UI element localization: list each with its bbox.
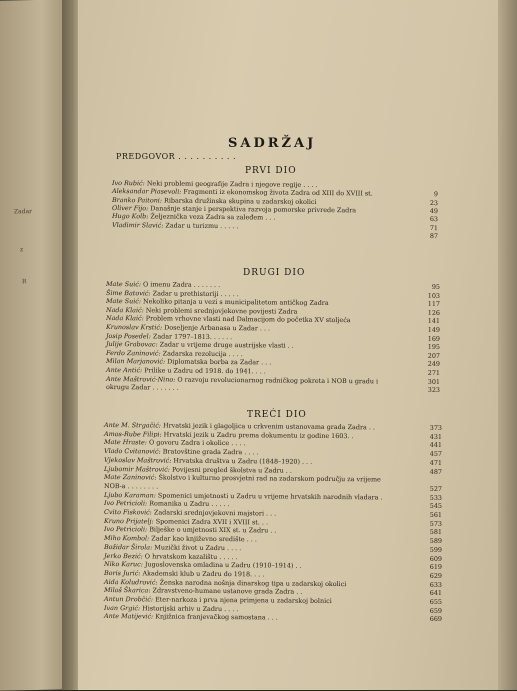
- entry-page-number: 641: [430, 589, 442, 598]
- entry-page-number: 431: [430, 433, 442, 442]
- entry-title: Školstvo i kulturno prosvjetni rad na zadarskom području za vrijeme: [156, 474, 380, 484]
- entry-author: Krunoslav Krstić:: [106, 323, 162, 331]
- entry-author: Ivo Rubić:: [112, 179, 145, 187]
- entry-author: Niko Karuc:: [104, 560, 143, 568]
- entry-page-number: 581: [430, 528, 442, 537]
- entry-title: Spomenici Zadra XVII i XVIII st. . .: [154, 517, 268, 526]
- entry-author: Šime Batović:: [106, 289, 151, 297]
- entry-page-number: 619: [430, 563, 442, 572]
- entry-author: Amos-Rube Filipi:: [104, 430, 162, 439]
- entry-title: Akademski klub u Zadru do 1918. . . .: [140, 569, 264, 578]
- entry-page-number: 441: [430, 441, 442, 450]
- entry-page-number: 629: [430, 572, 442, 581]
- entry-author: Miloš Škarica:: [104, 586, 151, 594]
- entry-author: Mate Suić:: [106, 297, 141, 305]
- entry-page-number: 117: [428, 300, 440, 309]
- entry-page-number: 95: [432, 283, 440, 292]
- entry-author: Ivo Petricioli:: [104, 525, 147, 533]
- entry-title: Zadar 1797–1813. . . . . .: [151, 332, 232, 341]
- entry-author: Mate Hraste:: [104, 438, 147, 446]
- entry-page-number: 103: [428, 291, 440, 300]
- entry-page-number: 373: [430, 424, 442, 433]
- entry-author: Ante Matijević:: [104, 612, 153, 620]
- left-page-text: Zadar: [14, 208, 32, 216]
- entry-page-number: 87: [430, 232, 438, 241]
- entry-title: Nekoliko pitanja u vezi s municipalitetom antičkog Zadra: [141, 297, 329, 307]
- entry-author: Aida Koludrović:: [104, 578, 158, 586]
- entry-author: Oliver Fijo:: [112, 204, 148, 212]
- entry-page-number: 271: [428, 369, 440, 378]
- entry-author: Boris Jurić:: [104, 569, 141, 577]
- entry-author: Jerko Bezić:: [104, 552, 143, 560]
- entry-title: Zadar u turizmu . . . . .: [163, 221, 238, 230]
- entry-title: Knjižnica franjevačkog samostana . . .: [153, 613, 278, 622]
- page-edge: [498, 0, 517, 690]
- entry-author: Ivo Petricioli:: [104, 499, 147, 507]
- entry-page-number: 609: [430, 554, 442, 563]
- entry-page-number: 487: [430, 467, 442, 476]
- entry-title: Prilike u Zadru od 1918. do 1941. . . .: [142, 366, 266, 375]
- entry-page-number: 533: [430, 493, 442, 502]
- entry-page-number: 23: [430, 199, 438, 208]
- entry-title: Bratovštine grada Zadra . . . .: [161, 448, 259, 457]
- entry-title: Zadarski srednjovjekovni majstori . . .: [152, 508, 276, 517]
- entry-page-number: 589: [430, 537, 442, 546]
- entry-author: Vlado Cvitanović:: [104, 447, 161, 455]
- entry-title: Jugoslovenska omladina u Zadru (1910–1914) . .: [143, 561, 302, 570]
- entry-page-number: 141: [428, 317, 440, 326]
- entry-author: Mate Zaninović:: [104, 473, 157, 481]
- entry-page-number: 9: [434, 190, 438, 199]
- entry-page-number: 195: [428, 343, 440, 352]
- entry-page-number: 149: [428, 326, 440, 335]
- entry-title: Ženska narodna nošnja dinarskog tipa u zadarskoj okolici: [158, 578, 347, 588]
- entry-author: Mate Suić:: [106, 280, 141, 288]
- entry-page-number: 471: [430, 459, 442, 468]
- page-title: SADRŽAJ: [228, 136, 316, 151]
- entry-title: Hrvatska društva u Zadru (1848–1920) . . .: [171, 456, 312, 465]
- entry-text: [106, 383, 179, 393]
- entry-title: Zadar kao književno središte . . .: [149, 534, 257, 543]
- entry-title: Bilješke o umjetnosti XIX st. u Zadru . .: [147, 526, 276, 535]
- entry-author: Vjekoslav Maštrović:: [104, 456, 171, 465]
- entry-title: Zadarska rezolucija . . . .: [161, 349, 243, 358]
- entry-author: Julije Grabovac:: [106, 340, 158, 348]
- entry-page-number: 169: [428, 334, 440, 343]
- entry-author: Antun Drobčić:: [104, 595, 153, 603]
- entry-author: Cvito Fisković:: [104, 508, 152, 516]
- entry-title: O govoru Zadra i okolice . . . .: [147, 439, 246, 448]
- entry-title: Historijski arhiv u Zadru . . . .: [140, 604, 238, 613]
- entry-text: [104, 482, 158, 491]
- entry-page-number: 659: [430, 607, 442, 616]
- entry-title: Hrvatski jezik i glagoljica u crkvenim ustanovama grada Zadra . .: [161, 421, 375, 431]
- entry-page-number: 249: [428, 360, 440, 369]
- entry-author: Ante Antić:: [106, 366, 142, 374]
- entry-author: Hugo Kolb:: [112, 212, 148, 220]
- entry-author: Miho Kombol:: [104, 534, 149, 542]
- entry-title: O imenu Zadra . . . . . . .: [141, 280, 220, 289]
- entry-author: Ferdo Zaninović:: [106, 349, 161, 357]
- entry-title: Današnje stanje i perspektiva razvoja pomorske privrede Zadra: [148, 204, 356, 214]
- entry-page-number: 545: [430, 502, 442, 511]
- entry-author: Ante Maštrović-Nino:: [106, 375, 175, 384]
- entry-title: Muzički život u Zadru . . . .: [152, 543, 241, 552]
- entry-title: Spomenici umjetnosti u Zadru u vrijeme hrvatskih narodnih vladara .: [156, 491, 383, 501]
- entry-title: Neki problemi srednjovjekovne povijesti Zadra: [144, 306, 298, 315]
- entry-page-number: 655: [430, 598, 442, 607]
- entry-author: Ante M. Strgačić:: [104, 421, 161, 429]
- left-page-text: z: [20, 246, 23, 254]
- entry-page-number: 457: [430, 450, 442, 459]
- left-page-text: R: [22, 278, 27, 286]
- entry-title: Problem vrhovne vlasti nad Dalmacijom do početka XV stoljeća: [144, 315, 351, 325]
- entry-title: Eter-narkoza i prva njena primjena u zadarskoj bolnici: [153, 595, 332, 605]
- entry-page-number: 63: [430, 215, 438, 224]
- entry-title: Željeznička veza Zadra sa zaleđem . . .: [148, 213, 275, 222]
- entry-page-number: 49: [430, 207, 438, 216]
- entry-author: Aleksandar Piasevoli:: [112, 187, 181, 196]
- entry-title: O hrvatskom kazalištu . . . . .: [143, 552, 238, 561]
- entry-page-number: 573: [430, 520, 442, 529]
- entry-title: Zadar u vrijeme druge austrijske vlasti . .: [158, 341, 294, 350]
- preface-entry: PREDGOVOR . . . . . . . . . .: [116, 152, 236, 161]
- entry-title: Neki problemi geografije Zadra i njegove regije . . . .: [145, 179, 318, 189]
- entry-author: Kruno Prijatelj:: [104, 517, 154, 525]
- entry-title: O razvoju revolucionarnog radničkog pokreta i NOB u gradu i: [175, 375, 378, 385]
- entry-title: Zdravstveno-humane ustanove grada Zadra . .: [150, 587, 302, 596]
- left-page: [0, 0, 70, 691]
- entry-author: Ljubomir Maštrović:: [104, 465, 170, 474]
- entry-title: NOB-a . . . . . . . .: [104, 482, 158, 490]
- part-heading: TREĆI DIO: [247, 410, 307, 420]
- entry-page-number: 301: [428, 377, 440, 386]
- entry-page-number: 599: [430, 546, 442, 555]
- entry-page-number: 207: [428, 352, 440, 361]
- part-heading: DRUGI DIO: [243, 268, 305, 278]
- entry-page-number: 561: [430, 511, 442, 520]
- entry-author: Branko Paitoni:: [112, 196, 162, 204]
- entry-page-number: 527: [430, 485, 442, 494]
- entry-author: Ljubo Karaman:: [104, 491, 156, 499]
- entry-author: Vladimir Slavić:: [112, 221, 163, 229]
- entry-title: Fragmenti iz ekonomskog života Zadra od XIII do XVIII st.: [181, 188, 372, 198]
- entry-title: Povijesni pregled školstva u Zadru . .: [170, 465, 292, 474]
- entry-title: okrugu Zadar . . . . . . .: [106, 383, 179, 392]
- entry-author: Nada Klaić:: [106, 306, 144, 314]
- part-heading: PRVI DIO: [245, 166, 297, 176]
- entry-author: Nada Klaić:: [106, 314, 144, 322]
- entry-title: Doseljenje Arbanasa u Zadar . . .: [162, 323, 270, 332]
- entry-title: Romanika u Zadru . . . . .: [147, 500, 229, 509]
- entry-author: Božidar Širola:: [104, 543, 152, 551]
- entry-page-number: 71: [430, 224, 438, 233]
- entry-title: Diplomatska borba za Zadar . . .: [165, 358, 271, 367]
- entry-page-number: 323: [428, 386, 440, 395]
- entry-author: Josip Posedel:: [106, 332, 151, 340]
- entry-title: Zadar u prethistoriji . . . . .: [151, 289, 239, 298]
- entry-title: Ribarska družinska skupina u zadarskoj okolici: [162, 196, 317, 205]
- entry-author: Milan Marjanović:: [106, 357, 165, 366]
- entry-page-number: 126: [428, 309, 440, 318]
- entry-page-number: 633: [430, 580, 442, 589]
- entry-title: Hrvatski jezik u Zadru prema dokumentu iz godine 1603. .: [162, 430, 354, 440]
- entry-page-number: 669: [430, 615, 442, 624]
- entry-author: Ivan Grgić:: [104, 604, 140, 612]
